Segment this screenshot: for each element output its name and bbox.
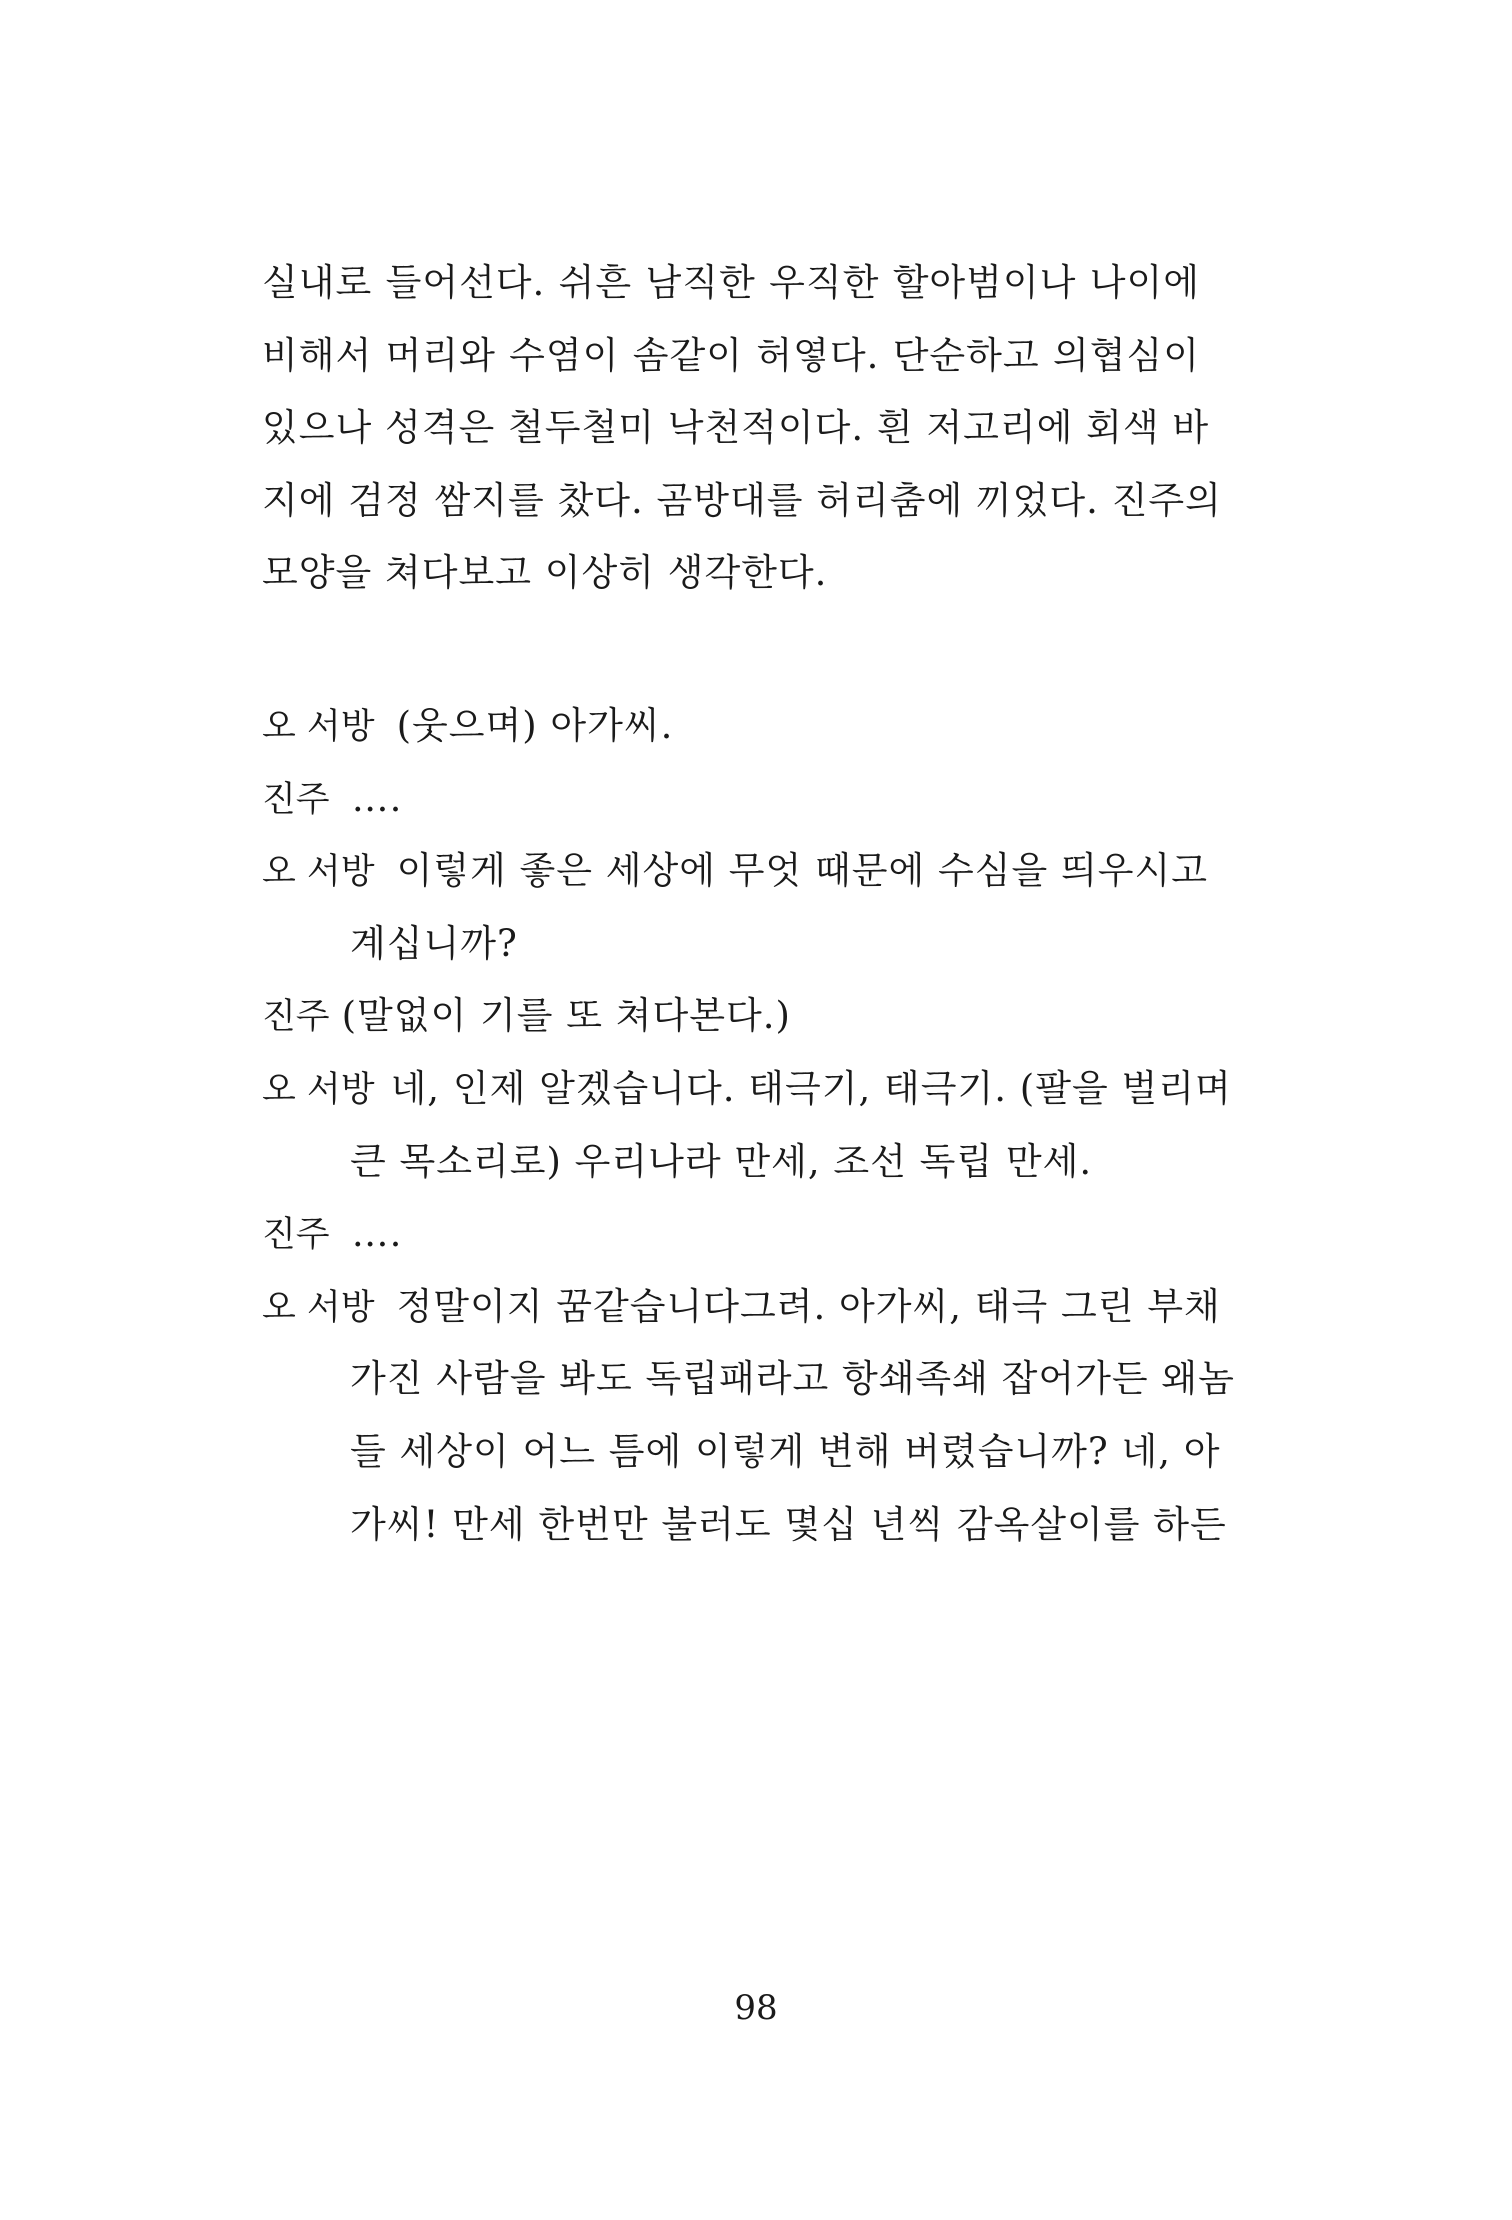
speaker-name: 진주 bbox=[262, 779, 330, 820]
speech-line: …. bbox=[351, 776, 403, 820]
speech-line: 정말이지 꿈같습니다그려. 아가씨, 태극 그린 부채 bbox=[396, 1284, 1221, 1328]
speaker-name: 진주 bbox=[262, 997, 330, 1038]
speech-entry bbox=[262, 1204, 1200, 1277]
speech-continuation-line: 가씨! 만세 한번만 불러도 몇십 년씩 감옥살이를 하든 bbox=[350, 1502, 1227, 1546]
speech-entry bbox=[262, 841, 1208, 986]
speech-continuation-line: 가진 사람을 봐도 독립패라고 항쇄족쇄 잡어가든 왜놈 bbox=[350, 1357, 1235, 1401]
speech-entry bbox=[262, 986, 1200, 1059]
speech-line: (말없이 기를 또 쳐다본다.) bbox=[341, 994, 791, 1038]
speaker-name: 오 서방 bbox=[262, 1287, 375, 1328]
prose-line: 있으나 성격은 철두철미 낙천적이다. 흰 저고리에 회색 바 bbox=[262, 406, 1210, 450]
speech-entry bbox=[262, 1059, 1232, 1204]
prose-line: 지에 검정 쌈지를 찼다. 곰방대를 허리춤에 끼었다. 진주의 bbox=[262, 478, 1222, 522]
speaker-name: 진주 bbox=[262, 1215, 330, 1256]
prose-line: 비해서 머리와 수염이 솜같이 허옇다. 단순하고 의협심이 bbox=[262, 333, 1200, 377]
page-number: 98 bbox=[734, 1988, 778, 2028]
page-body bbox=[262, 253, 1235, 1567]
paragraph-gap bbox=[262, 616, 1200, 696]
speech-line: (웃으며) 아가씨. bbox=[396, 703, 674, 747]
speech-continuation-line: 큰 목소리로) 우리나라 만세, 조선 독립 만세. bbox=[350, 1139, 1093, 1183]
speech-line: 네, 인제 알겠습니다. 태극기, 태극기. (팔을 벌리며 bbox=[390, 1066, 1232, 1110]
speech-entry bbox=[262, 769, 1200, 842]
speech-entry bbox=[262, 1277, 1235, 1567]
stage-direction-paragraph bbox=[262, 253, 1222, 616]
prose-line: 모양을 쳐다보고 이상히 생각한다. bbox=[262, 551, 828, 595]
speech-continuation-line: 계십니까? bbox=[350, 921, 518, 965]
speaker-name: 오 서방 bbox=[262, 706, 375, 747]
prose-line: 실내로 들어선다. 쉬흔 남직한 우직한 할아범이나 나이에 bbox=[262, 261, 1200, 304]
speech-continuation-line: 들 세상이 어느 틈에 이렇게 변해 버렸습니까? 네, 아 bbox=[350, 1429, 1221, 1473]
speech-entry bbox=[262, 696, 1200, 769]
speaker-name: 오 서방 bbox=[262, 852, 375, 893]
speaker-name: 오 서방 bbox=[262, 1069, 375, 1110]
speech-line: …. bbox=[351, 1212, 403, 1256]
dialogue-block bbox=[262, 696, 1235, 1567]
speech-line: 이렇게 좋은 세상에 무엇 때문에 수심을 띄우시고 bbox=[396, 849, 1208, 893]
